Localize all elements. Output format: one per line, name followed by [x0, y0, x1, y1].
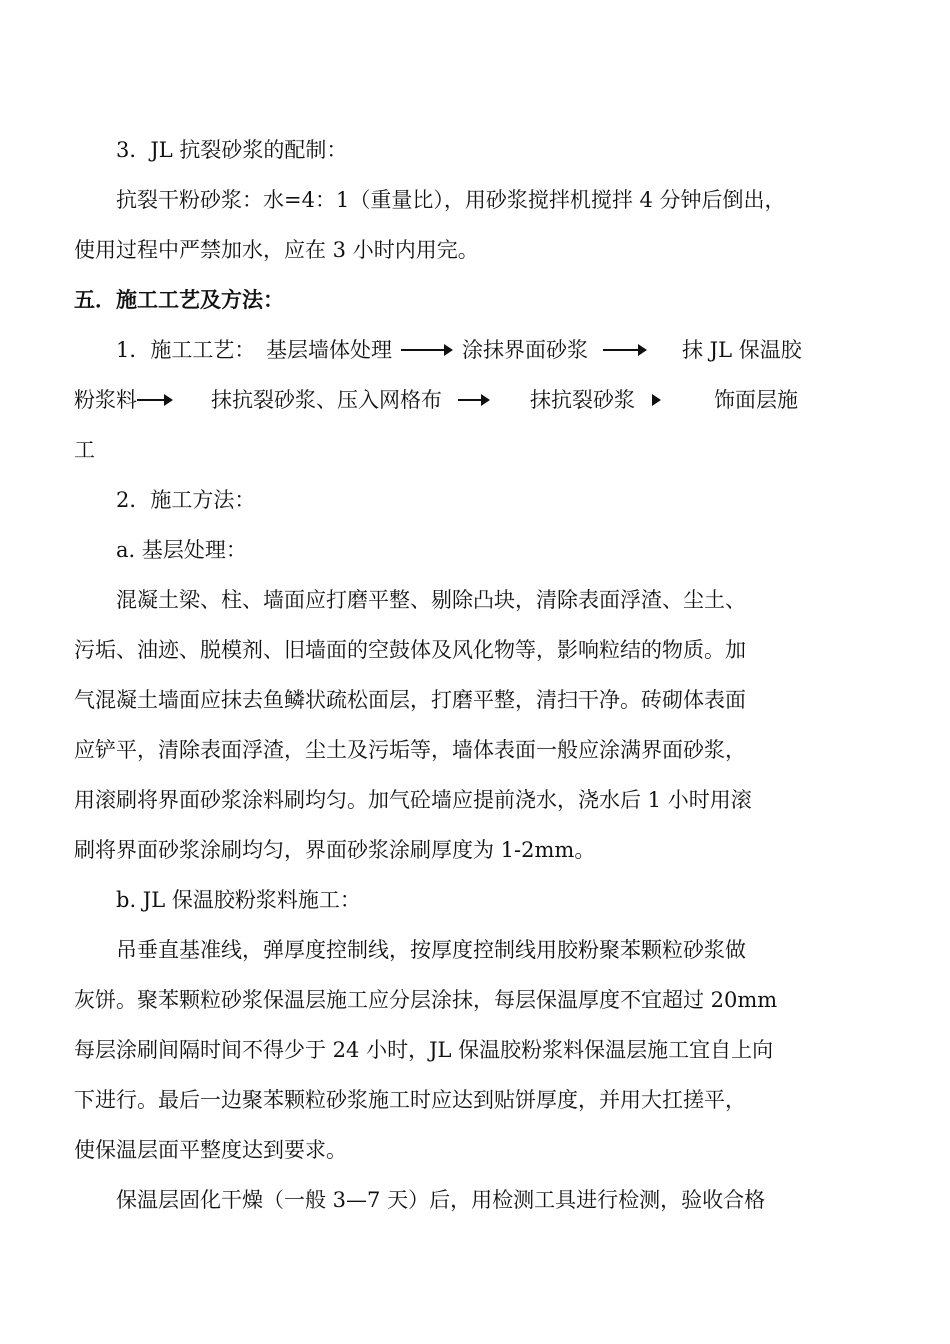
method-heading: 2．施工方法：: [116, 488, 256, 512]
sub-a-line-6: 刷将界面砂浆涂刷均匀，界面砂浆涂刷厚度为 1-2mm。: [74, 838, 596, 862]
sub-b-line-3: 每层涂刷间隔时间不得少于 24 小时，JL 保温胶粉浆料保温层施工宜自上向: [74, 1038, 774, 1062]
section3-paragraph-line-1: 抗裂干粉砂浆：水=4：1（重量比），用砂浆搅拌机搅拌 4 分钟后倒出，: [116, 188, 786, 212]
section3-paragraph-line-2: 使用过程中严禁加水，应在 3 小时内用完。: [74, 238, 479, 262]
sub-a-line-4: 应铲平，清除表面浮渣，尘土及污垢等，墙体表面一般应涂满界面砂浆，: [74, 738, 746, 762]
section3-heading: 3．JL 抗裂砂浆的配制：: [116, 138, 348, 162]
sub-b-line-1: 吊垂直基准线，弹厚度控制线，按厚度控制线用胶粉聚苯颗粒砂浆做: [116, 938, 746, 962]
sub-b-line-5: 使保温层面平整度达到要求。: [74, 1138, 347, 1162]
process-step-2: 涂抹界面砂浆: [462, 338, 588, 362]
section5-heading: 五．施工工艺及方法：: [74, 287, 284, 312]
flow-arrow-1: [401, 344, 453, 356]
process-step-5: 抹抗裂砂浆: [530, 388, 635, 412]
sub-b-line-2: 灰饼。聚苯颗粒砂浆保温层施工应分层涂抹，每层保温厚度不宜超过 20mm: [74, 988, 778, 1012]
process-step-1: 基层墙体处理: [266, 338, 392, 362]
sub-a-line-1: 混凝土梁、柱、墙面应打磨平整、剔除凸块，清除表面浮渣、尘土、: [116, 588, 746, 612]
flow-arrow-2: [603, 344, 647, 356]
sub-a-line-5: 用滚刷将界面砂浆涂料刷均匀。加气砼墙应提前浇水，浇水后 1 小时用滚: [74, 788, 752, 812]
process-step-3-part-1: 抹 JL 保温胶: [682, 338, 802, 362]
process-step-3-part-2: 粉浆料: [74, 388, 137, 412]
process-label: 1．施工工艺：: [116, 338, 256, 362]
flow-arrow-3: [137, 394, 173, 406]
flow-arrow-4: [458, 394, 490, 406]
process-step-4: 抹抗裂砂浆、压入网格布: [211, 388, 442, 412]
sub-a-line-2: 污垢、油迹、脱模剂、旧墙面的空鼓体及风化物等，影响粒结的物质。加: [74, 638, 746, 662]
sub-b-line-4: 下进行。最后一边聚苯颗粒砂浆施工时应达到贴饼厚度，并用大扛搓平，: [74, 1088, 746, 1112]
process-step-6-part-2: 工: [74, 438, 95, 462]
sub-b-heading: b. JL 保温胶粉浆料施工：: [116, 888, 361, 912]
process-step-6-part-1: 饰面层施: [714, 388, 798, 412]
sub-a-line-3: 气混凝土墙面应抹去鱼鳞状疏松面层，打磨平整，清扫干净。砖砌体表面: [74, 688, 746, 712]
curing-paragraph-line-1: 保温层固化干燥（一般 3—7 天）后，用检测工具进行检测，验收合格: [116, 1188, 766, 1212]
flow-arrow-5: [650, 394, 662, 406]
sub-a-heading: a. 基层处理：: [116, 538, 247, 562]
